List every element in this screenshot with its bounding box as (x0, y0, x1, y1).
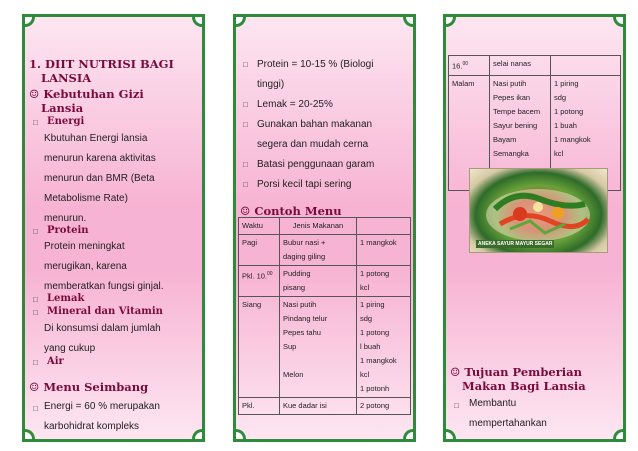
cell-line: 1 mangkok (360, 356, 397, 365)
bullet-icon: □ (33, 308, 38, 317)
bullet-icon: □ (33, 404, 38, 413)
section-heading-diit-cont: LANSIA (41, 71, 92, 85)
table-cell (449, 56, 490, 76)
cell-line (283, 354, 353, 368)
cell-line: 1 mangkok (360, 238, 397, 247)
heading-tujuan: ☺ Tujuan Pemberian (450, 365, 582, 379)
panel-corner (613, 14, 626, 27)
list-item (243, 175, 413, 195)
cell-line: Pindang telur (283, 314, 328, 323)
table-row (239, 297, 411, 398)
cell-line: kcl (360, 283, 370, 292)
table-cell: Pkl. (239, 398, 280, 415)
text-line: karbohidrat kompleks (44, 421, 140, 432)
bullet-icon: □ (33, 295, 38, 304)
energi-text (44, 129, 156, 229)
cell-line: Semangka (493, 148, 529, 158)
nutrition-bullets (243, 55, 413, 195)
panel-corner (192, 14, 205, 27)
photo-caption: ANEKA SAYUR MAYUR SEGAR (478, 241, 553, 247)
text-line: Porsi kecil tapi sering (257, 179, 352, 190)
list-item (243, 155, 413, 175)
table-cell (551, 56, 621, 76)
sub-heading-energi: Energi (47, 116, 85, 127)
bullet-icon: □ (243, 60, 248, 69)
sub-heading-mineral: Mineral dan Vitamin (47, 306, 163, 317)
cell-line: kcl (360, 370, 370, 379)
text-line: Gunakan bahan makanan (257, 119, 373, 130)
panel-corner (403, 14, 416, 27)
text-line: tinggi) (257, 79, 285, 90)
bullet-icon: □ (243, 120, 248, 129)
text-line: menurun. (44, 213, 87, 224)
sub-heading-lemak: Lemak (47, 293, 85, 304)
bullet-icon: □ (33, 118, 38, 127)
cell-line: pisang (283, 283, 306, 292)
text-line: Metabolisme Rate) (44, 193, 128, 204)
cell-line: sdg (554, 92, 567, 102)
bullet-icon: □ (243, 100, 248, 109)
sub-heading-protein: Protein (47, 225, 89, 236)
panel-corner (403, 429, 416, 442)
text-line: Protein = 10-15 % (Biologi (257, 59, 374, 70)
panel-corner (443, 429, 456, 442)
table-cell: 2 potong (357, 398, 411, 415)
text-line: segera dan mudah cerna (257, 139, 369, 150)
cell-line: 1 potonh (360, 384, 390, 393)
table-cell (280, 235, 357, 266)
sub-heading-air: Air (47, 356, 64, 367)
table-cell (280, 266, 357, 297)
text-line: yang cukup (44, 343, 96, 354)
panel-corner (613, 429, 626, 442)
table-row (239, 235, 411, 266)
cell-line: sdg (360, 314, 373, 323)
cell-line: Bubur nasi + (283, 238, 326, 247)
energi60-text (44, 397, 160, 437)
table-row (239, 398, 411, 415)
list-item (243, 115, 413, 155)
panel-corner (443, 14, 456, 27)
text-line: Kbutuhan Energi lansia (44, 133, 148, 144)
bullet-icon: □ (243, 160, 248, 169)
panel-corner (233, 14, 246, 27)
text-line: Di konsumsi dalam jumlah (44, 323, 161, 334)
table-cell (357, 235, 411, 266)
cell-line: Nasi putih (283, 300, 317, 309)
brochure-panel-middle (233, 14, 416, 442)
text-line: Membantu (469, 398, 517, 409)
bullet-icon: □ (33, 227, 38, 236)
table-cell (280, 297, 357, 398)
table-header: Jenis Makanan (280, 218, 357, 235)
cell-line: 16. (452, 61, 463, 71)
cell-line: Nasi putih (493, 78, 527, 88)
cell-line: Melon (283, 370, 304, 379)
brochure-panel-left (22, 14, 205, 442)
menu-table (238, 217, 411, 415)
list-item (243, 95, 413, 115)
cell-line: Bayam (493, 134, 517, 144)
cell-line: 1 potong (554, 106, 584, 116)
mineral-text (44, 319, 161, 359)
table-cell: Malam (449, 75, 490, 190)
heading-menu-seimbang: ☺ Menu Seimbang (29, 380, 149, 394)
text-line: memberatkan fungsi ginjal. (44, 281, 164, 292)
text-line: merugikan, karena (44, 261, 127, 272)
heading-tujuan-cont: Makan Bagi Lansia (462, 379, 586, 393)
cell-line: Pepes tahu (283, 328, 321, 337)
table-cell: Pagi (239, 235, 280, 266)
cell-line: 1 piring (554, 78, 579, 88)
table-cell (239, 266, 280, 297)
heading-kebutuhan-gizi-cont: Lansia (41, 101, 84, 115)
table-row (239, 266, 411, 297)
panel-corner (22, 14, 35, 27)
panel-corner (192, 429, 205, 442)
table-cell: Siang (239, 297, 280, 398)
food-photo (469, 168, 608, 253)
table-cell: selai nanas (490, 56, 551, 76)
table-cell: Kue dadar isi (280, 398, 357, 415)
bullet-icon: □ (454, 401, 459, 410)
list-item (243, 55, 413, 95)
cell-line: daging giling (283, 252, 326, 261)
cell-line: 1 potong (360, 269, 390, 278)
cell-line: Pudding (283, 269, 311, 278)
cell-sup: 00 (267, 271, 273, 277)
table-cell (357, 266, 411, 297)
brochure-panel-right (443, 14, 626, 442)
panel-corner (22, 429, 35, 442)
table-cell (357, 297, 411, 398)
table-header-row (239, 218, 411, 235)
text-line: Batasi penggunaan garam (257, 159, 375, 170)
protein-text (44, 237, 164, 297)
bullet-icon: □ (33, 358, 38, 367)
text-line: mempertahankan (469, 418, 547, 429)
heading-kebutuhan-gizi: ☺ Kebutuhan Gizi (29, 87, 144, 101)
heading-contoh-menu: ☺ Contoh Menu (240, 204, 342, 218)
cell-line: 1 potong (360, 328, 390, 337)
cell-line: l buah (360, 342, 381, 351)
table-header: Waktu (239, 218, 280, 235)
section-heading-diit: 1. DIIT NUTRISI BAGI (29, 57, 174, 71)
cell-line: 1 buah (554, 120, 577, 130)
cell-line: Pepes ikan (493, 92, 531, 102)
panel-corner (233, 429, 246, 442)
cell-sup: 00 (462, 61, 468, 67)
cell-line: 1 mangkok (554, 134, 591, 144)
tujuan-text (469, 394, 547, 434)
text-line: menurun karena aktivitas (44, 153, 156, 164)
text-line: Protein meningkat (44, 241, 125, 252)
text-line: menurun dan BMR (Beta (44, 173, 155, 184)
text-line: Lemak = 20-25% (257, 99, 333, 110)
table-row (449, 56, 621, 76)
cell-line: Sup (283, 342, 297, 351)
table-header (357, 218, 411, 235)
cell-line: Pkl. 10. (242, 271, 268, 281)
cell-line: 1 piring (360, 300, 385, 309)
cell-line: Sayur bening (493, 120, 538, 130)
cell-line: kcl (554, 148, 564, 158)
bullet-icon: □ (243, 180, 248, 189)
text-line: Energi = 60 % merupakan (44, 401, 160, 412)
cell-line: Tempe bacem (493, 106, 541, 116)
